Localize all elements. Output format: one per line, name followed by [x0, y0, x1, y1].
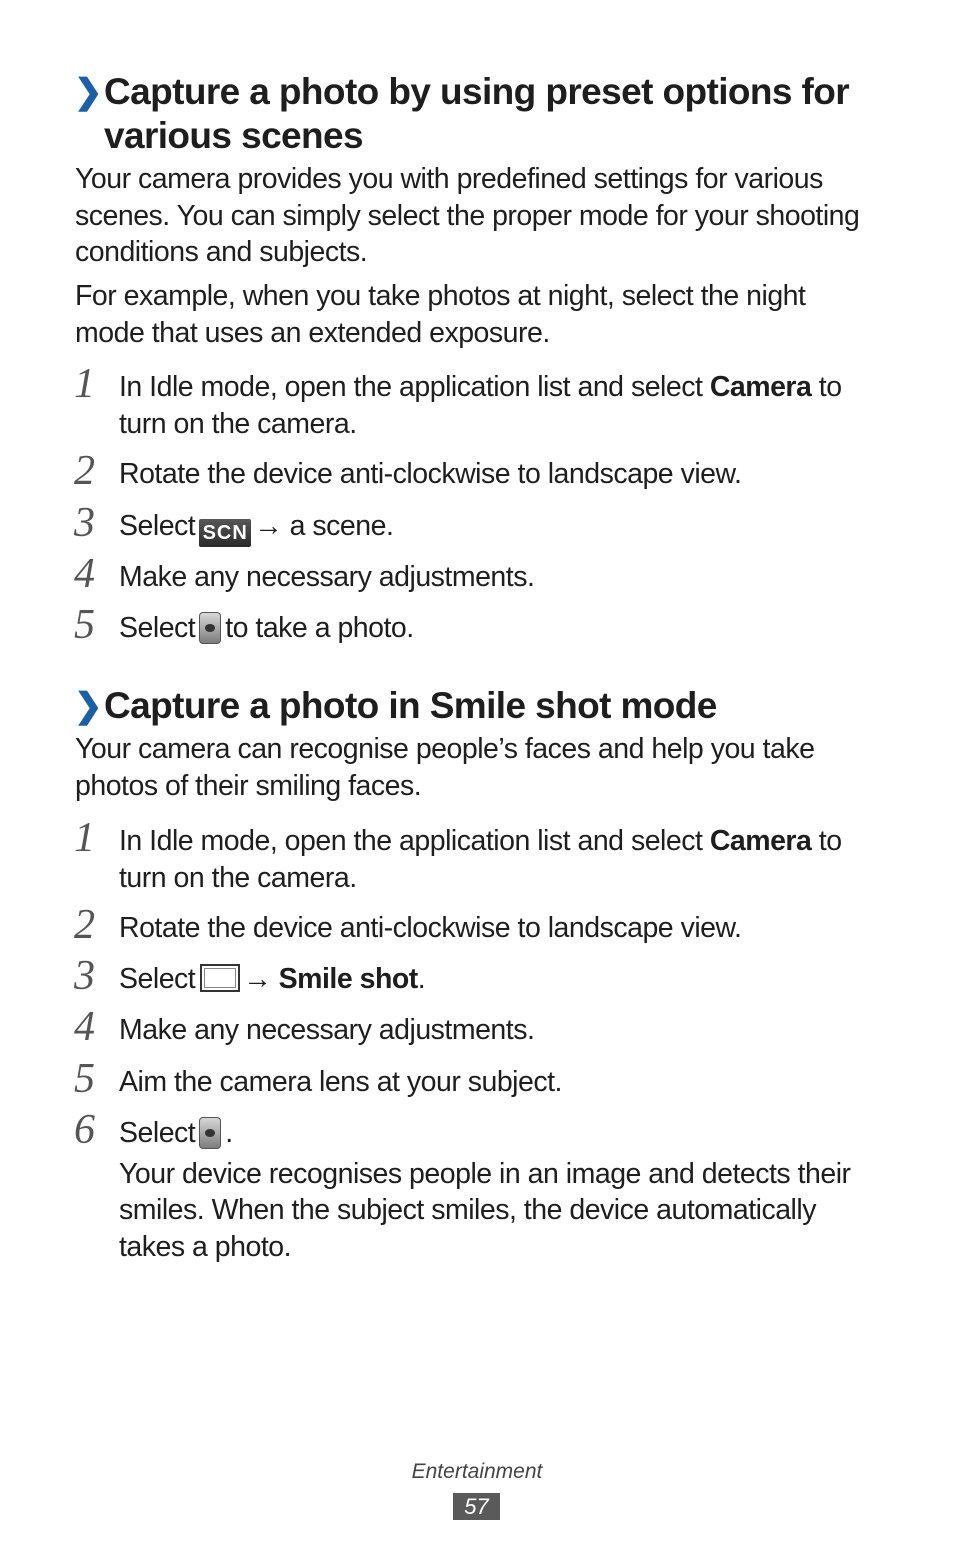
- step-item: [74, 1107, 874, 1265]
- step-item: [74, 448, 874, 494]
- step-item: [74, 500, 874, 547]
- chevron-right-icon: ❯: [74, 73, 102, 111]
- step-text: Select to take a photo.: [119, 612, 414, 644]
- example-paragraph: For example, when you take photos at night, select the night mode that uses an extended exposure.: [75, 280, 806, 349]
- step-text: Make any necessary adjustments.: [119, 1014, 535, 1046]
- step-number: 6: [74, 1107, 95, 1153]
- step-item: [74, 953, 874, 999]
- chevron-right-icon: ❯: [74, 687, 102, 725]
- section-heading-preset-scenes: [74, 70, 894, 158]
- step-number: 1: [74, 361, 95, 407]
- page-number: 57: [453, 1493, 500, 1520]
- step-text: In Idle mode, open the application list and select Camera to turn on the camera.: [119, 371, 842, 440]
- step-number: 5: [74, 602, 95, 648]
- step-number: 2: [74, 902, 95, 948]
- step-number: 3: [74, 953, 95, 999]
- step-item: [74, 815, 874, 896]
- step-text: Aim the camera lens at your subject.: [119, 1066, 562, 1098]
- step-text: In Idle mode, open the application list and select Camera to turn on the camera.: [119, 825, 842, 894]
- step-text: Select SCN → a scene.: [119, 508, 874, 547]
- step-number: 2: [74, 448, 95, 494]
- shutter-icon: [199, 612, 221, 644]
- step-item: [74, 361, 874, 442]
- section-heading-smile-shot: [74, 684, 894, 728]
- step-text: Select → Smile shot.: [119, 963, 426, 995]
- step-number: 4: [74, 1004, 95, 1050]
- camera-label: Camera: [709, 371, 812, 403]
- smile-shot-label: Smile shot: [278, 963, 418, 995]
- step-item: [74, 1004, 874, 1050]
- section-heading-text: Capture a photo in Smile shot mode: [104, 685, 717, 726]
- intro-paragraph: Your camera can recognise people’s faces and help you take photos of their smiling faces.: [75, 733, 815, 802]
- shooting-mode-icon: [200, 964, 240, 992]
- section-heading-text: Capture a photo by using preset options for various scenes: [104, 71, 850, 156]
- step-text: Rotate the device anti-clockwise to landscape view.: [119, 912, 742, 944]
- scene-mode-icon: SCN: [199, 519, 251, 547]
- intro-paragraph: Your camera provides you with predefined settings for various scenes. You can simply select the proper mode for your shooting conditions and subjects.: [75, 163, 860, 268]
- step-number: 1: [74, 815, 95, 861]
- step-description: Your device recognises people in an image and detects their smiles. When the subject smiles, the device automatically takes a photo.: [119, 1157, 851, 1263]
- step-item: [74, 902, 874, 948]
- footer-section-label: Entertainment: [411, 1460, 543, 1483]
- step-text: Make any necessary adjustments.: [119, 561, 535, 593]
- camera-label: Camera: [709, 825, 812, 857]
- step-item: [74, 602, 874, 648]
- step-number: 5: [74, 1056, 95, 1102]
- step-number: 3: [74, 500, 95, 546]
- shutter-icon: [199, 1117, 221, 1149]
- step-item: [74, 551, 874, 597]
- step-item: [74, 1056, 874, 1102]
- step-text: Select .: [119, 1117, 233, 1149]
- step-number: 4: [74, 551, 95, 597]
- step-text: Rotate the device anti-clockwise to landscape view.: [119, 458, 742, 490]
